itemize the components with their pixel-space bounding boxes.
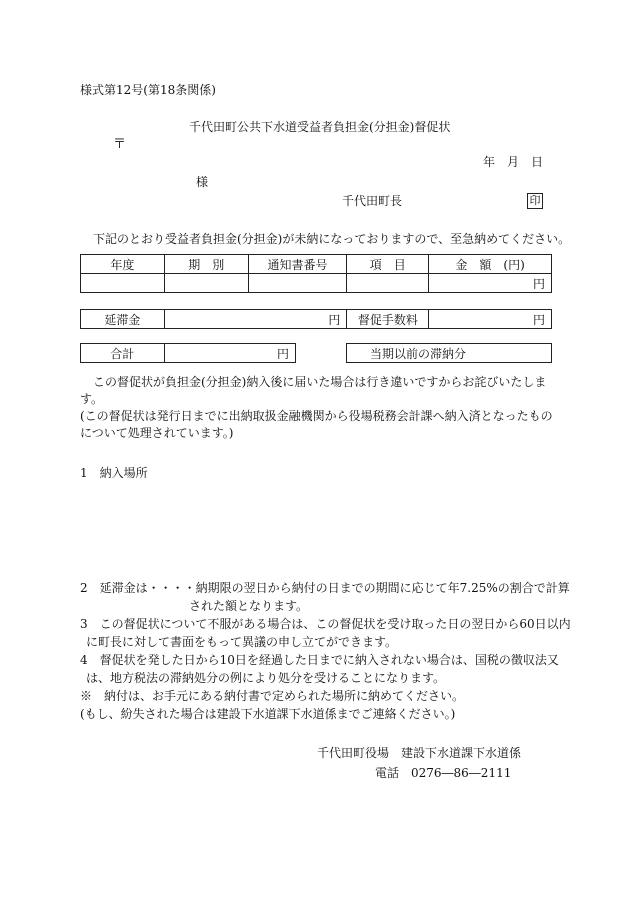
header-installment: 期 別 xyxy=(164,255,248,274)
processing-line-2: について処理されています。) xyxy=(80,426,234,440)
footer-phone: 電話 0276―86―2111 xyxy=(375,766,512,780)
cell-amount: 円 xyxy=(429,274,552,293)
item-2-line-2: された額となります。 xyxy=(189,599,309,613)
date-line: 年 月 日 xyxy=(483,155,544,169)
item-2-line-1: 2 延滞金は・・・・納期限の翌日から納付の日までの期間に応じて年7.25%の割合で計算 xyxy=(80,581,570,595)
prior-arrears-label: 当期以前の滞納分 xyxy=(347,344,552,363)
issuer-name: 千代田町長 xyxy=(342,194,403,208)
payment-note: ※ 納付は、お手元にある納付書で定められた場所に納めてください。 xyxy=(80,689,465,703)
total-label: 合計 xyxy=(81,344,165,363)
reminder-fee-amount: 円 xyxy=(429,310,552,329)
header-fiscal-year: 年度 xyxy=(81,255,165,274)
footer-department: 千代田町役場 建設下水道課下水道係 xyxy=(317,746,522,760)
intro-text: 下記のとおり受益者負担金(分担金)が未納になっておりますので、至急納めてください。 xyxy=(93,232,571,246)
cell-notice-number xyxy=(248,274,347,293)
item-3-line-2: に町長に対して書面をもって異議の申し立てができます。 xyxy=(86,635,398,649)
total-amount: 円 xyxy=(164,344,295,363)
total-row xyxy=(81,344,296,363)
table-header-row xyxy=(81,255,552,274)
cell-installment xyxy=(164,274,248,293)
prior-arrears-table xyxy=(346,343,552,363)
lost-notice-note: (もし、紛失された場合は建設下水道課下水道係までご連絡ください。) xyxy=(80,707,456,721)
late-fee-label: 延滞金 xyxy=(81,310,165,329)
document-title: 千代田町公共下水道受益者負担金(分担金)督促状 xyxy=(189,120,451,134)
header-notice-number: 通知書番号 xyxy=(248,255,347,274)
addressee-suffix: 様 xyxy=(196,175,209,189)
form-number: 様式第12号(第18条関係) xyxy=(80,83,216,97)
fees-table xyxy=(80,309,552,329)
cell-fiscal-year xyxy=(81,274,165,293)
prior-arrears-row xyxy=(347,344,552,363)
seal-mark xyxy=(527,192,543,209)
table-row xyxy=(81,274,552,293)
apology-line-1: この督促状が負担金(分担金)納入後に届いた場合は行き違いですからお詫びいたしま xyxy=(93,375,547,389)
item-4-line-2: は、地方税法の滞納処分の例により処分を受けることになります。 xyxy=(86,671,446,685)
seal-box: 印 xyxy=(527,193,543,209)
arrears-table xyxy=(80,254,552,293)
item-1-payment-place: 1 納入場所 xyxy=(80,466,148,480)
fees-row xyxy=(81,310,552,329)
header-amount: 金 額 (円) xyxy=(429,255,552,274)
postal-mark: 〒 xyxy=(113,137,127,152)
total-table xyxy=(80,343,296,363)
processing-line-1: (この督促状は発行日までに出納取扱金融機関から役場税務会計課へ納入済となったもの xyxy=(80,409,553,423)
cell-item xyxy=(347,274,429,293)
reminder-fee-label: 督促手数料 xyxy=(347,310,429,329)
item-4-line-1: 4 督促状を発した日から10日を経過した日までに納入されない場合は、国税の徴収法又 xyxy=(80,653,559,667)
item-3-line-1: 3 この督促状について不服がある場合は、この督促状を受け取った日の翌日から60日以内 xyxy=(80,617,571,631)
apology-line-2: す。 xyxy=(80,392,104,406)
header-item: 項 目 xyxy=(347,255,429,274)
late-fee-amount: 円 xyxy=(164,310,347,329)
